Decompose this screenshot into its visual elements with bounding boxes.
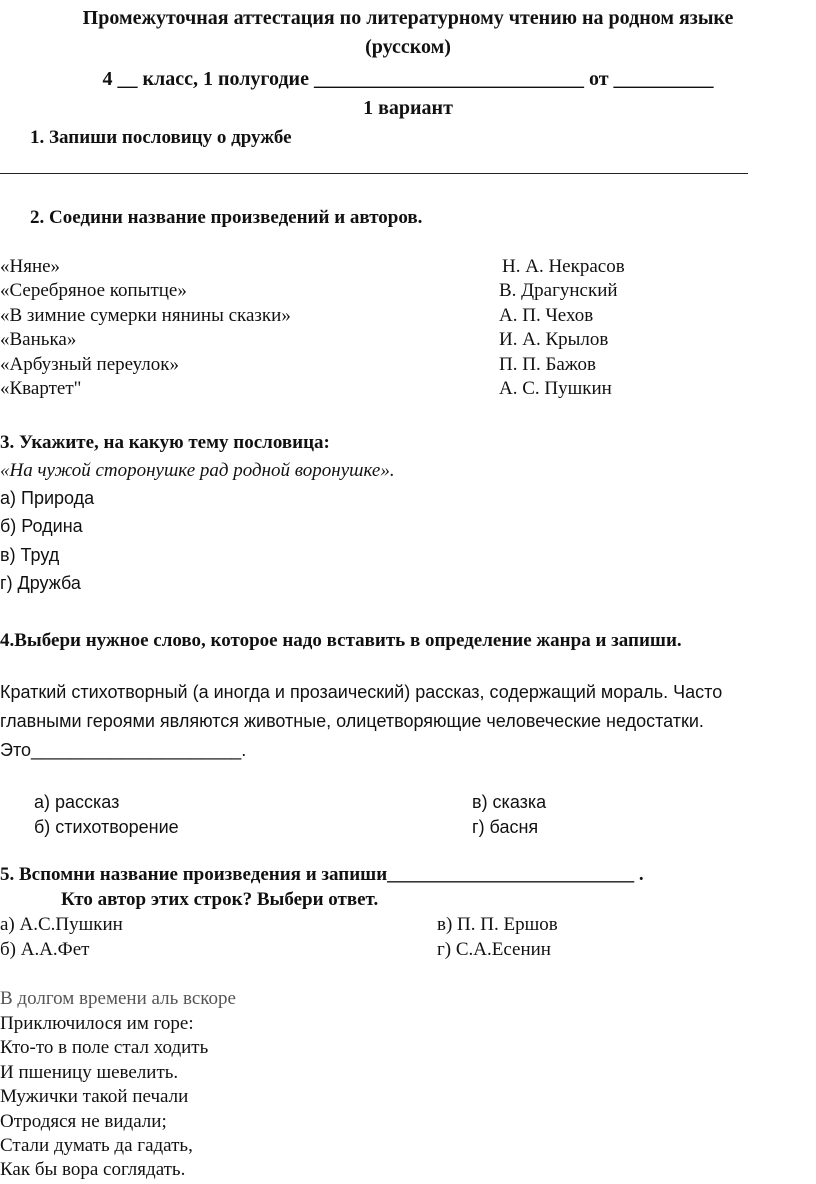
work-title: «Квартет" (0, 378, 82, 399)
question-2-title: 2. Соедини название произведений и авторов. (30, 207, 423, 228)
work-title: «Арбузный переулок» (0, 354, 179, 375)
option-item: г) Дружба (0, 573, 81, 593)
work-title: «Ванька» (0, 329, 77, 350)
poem-line: В долгом времени аль вскоре (0, 988, 236, 1009)
definition-text: главными героями являются животные, олицетворяющие человеческие недостатки. (0, 711, 704, 731)
option-item: а) А.С.Пушкин (0, 914, 123, 935)
author-name: А. П. Чехов (499, 305, 594, 326)
poem-line: Отродяся не видали; (0, 1111, 167, 1132)
work-title: «Няне» (0, 256, 61, 277)
class-date-line: 4 __ класс, 1 полугодие ___________________________ от __________ (102, 68, 714, 90)
poem-line: Как бы вора соглядать. (0, 1159, 186, 1180)
proverb-text: «На чужой сторонушке рад родной воронушке». (0, 460, 395, 481)
option-item: в) П. П. Ершов (437, 914, 558, 935)
option-item: б) А.А.Фет (0, 939, 90, 960)
option-item: г) басня (472, 817, 539, 837)
author-name: И. А. Крылов (499, 329, 609, 350)
author-name: В. Драгунский (499, 280, 618, 301)
poem-line: Мужички такой печали (0, 1086, 189, 1107)
definition-answer-blank: Это_____________________. (0, 740, 247, 760)
work-title: «Серебряное копытце» (0, 280, 187, 301)
title-line-1: Промежуточная аттестация по литературному чтению на родном языке (82, 7, 734, 29)
question-4-title: 4.Выбери нужное слово, которое надо вставить в определение жанра и запиши. (0, 630, 682, 651)
question-3-title: 3. Укажите, на какую тему пословица: (0, 432, 330, 453)
author-name: П. П. Бажов (499, 354, 596, 375)
option-item: б) стихотворение (34, 817, 179, 837)
option-item: в) сказка (472, 792, 547, 812)
poem-line: Приключилося им горе: (0, 1013, 194, 1034)
title-line-2: (русском) (365, 36, 451, 58)
option-item: г) С.А.Есенин (437, 939, 551, 960)
work-title: «В зимние сумерки нянины сказки» (0, 305, 291, 326)
question-1-title: 1. Запиши пословицу о дружбе (30, 127, 292, 148)
option-item: б) Родина (0, 516, 83, 536)
option-item: в) Труд (0, 545, 60, 565)
author-name: Н. А. Некрасов (502, 256, 625, 277)
author-name: А. С. Пушкин (499, 378, 612, 399)
answer-line (0, 173, 748, 174)
question-5-title: 5. Вспомни название произведения и запиши__________________________ . (0, 864, 644, 885)
question-5-subtitle: Кто автор этих строк? Выбери ответ. (61, 889, 379, 910)
definition-text: Краткий стихотворный (а иногда и прозаический) рассказ, содержащий мораль. Часто (0, 682, 723, 702)
poem-line: И пшеницу шевелить. (0, 1062, 179, 1083)
variant-label: 1 вариант (363, 97, 453, 119)
option-item: а) Природа (0, 488, 95, 508)
poem-line: Стали думать да гадать, (0, 1135, 193, 1156)
poem-line: Кто-то в поле стал ходить (0, 1037, 209, 1058)
option-item: а) рассказ (34, 792, 120, 812)
